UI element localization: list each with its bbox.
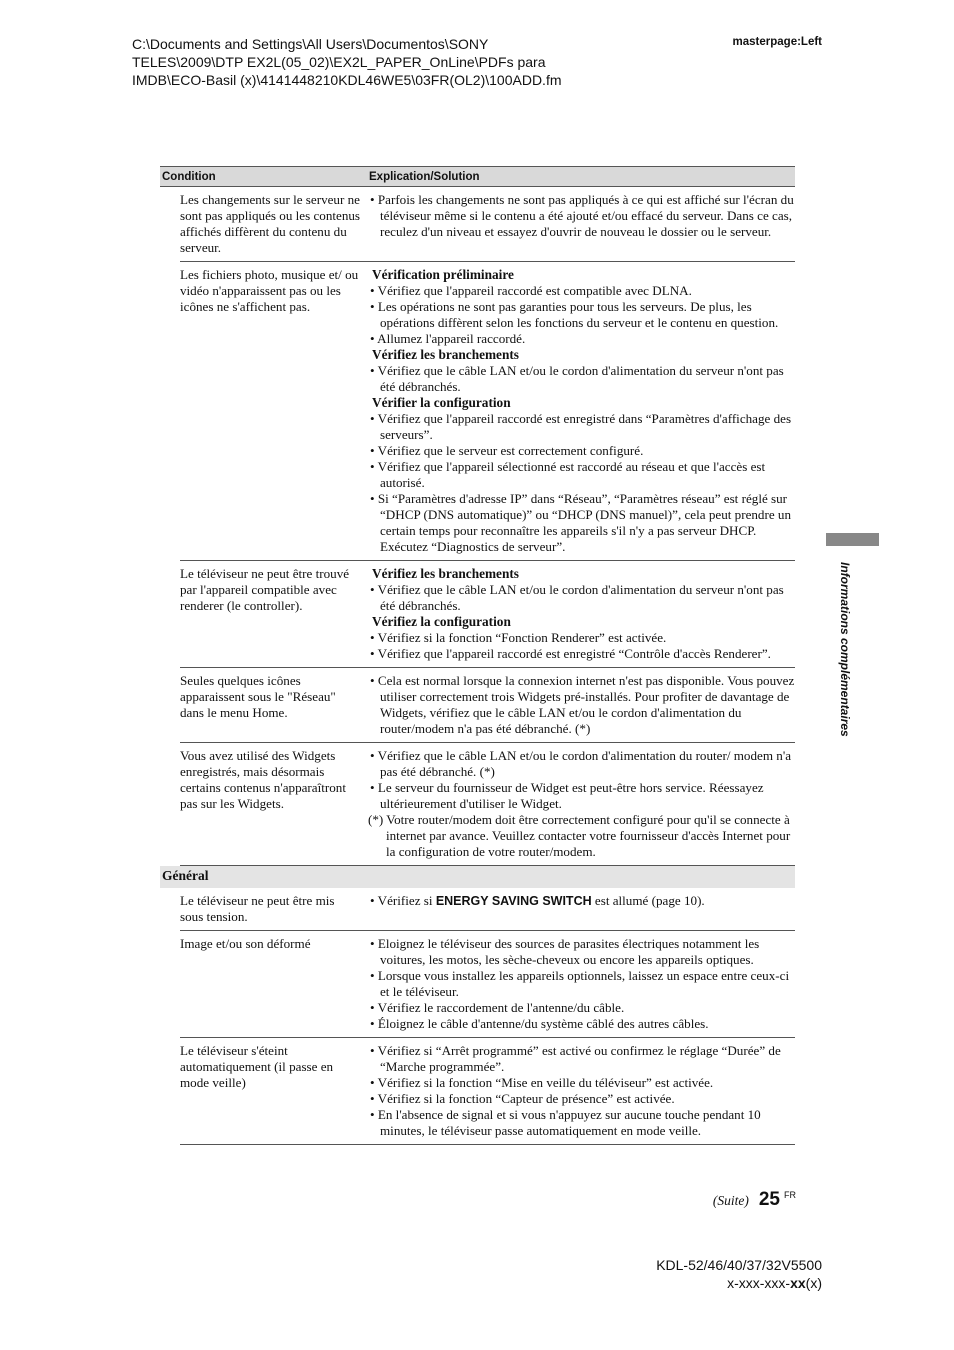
file-path-line: TELES\2009\DTP EX2L(05_02)\EX2L_PAPER_OnLine\PDFs para xyxy=(132,54,546,70)
continued-label: (Suite) xyxy=(712,1193,749,1208)
solution-subheading: Vérifiez les branchements xyxy=(372,347,519,362)
solution-bullet: • Vérifiez si la fonction “Fonction Renderer” est activée. xyxy=(368,630,795,646)
solution-subheading: Vérifiez la configuration xyxy=(372,614,511,629)
model-number: KDL-52/46/40/37/32V5500 xyxy=(656,1257,822,1273)
table-row xyxy=(160,187,795,262)
file-path-line: C:\Documents and Settings\All Users\Documentos\SONY xyxy=(132,36,489,52)
solution-bullet: • Vérifiez que l'appareil raccordé est compatible avec DLNA. xyxy=(368,283,795,299)
solution-bullet: • Eloignez le téléviseur des sources de parasites électriques notamment les voitures, les motos, les sèche-cheveux ou encore les appareils optiques. xyxy=(368,936,795,968)
solution-subheading: Vérifiez les branchements xyxy=(372,566,519,581)
masterpage-label: masterpage:Left xyxy=(732,36,822,48)
solution-bullet: • Vérifiez si “Arrêt programmé” est activé ou confirmez le réglage “Durée” de “Marche programmée”. xyxy=(368,1043,795,1075)
solution-bullet: • Vérifiez que l'appareil raccordé est enregistré “Contrôle d'accès Renderer”. xyxy=(368,646,795,662)
solution-bullet: • Vérifiez que le câble LAN et/ou le cordon d'alimentation du serveur n'ont pas été débranchés. xyxy=(368,363,795,395)
solution-note: (*) Votre router/modem doit être correctement configuré pour qu'il se connecte à internet par avance. Veuillez contacter votre fournisseur d'accès Internet pour la configuration de votre router/modem. xyxy=(368,812,791,859)
solution-cell xyxy=(366,888,795,931)
table-row xyxy=(160,888,795,931)
troubleshooting-table xyxy=(160,166,795,1145)
solution-cell xyxy=(366,187,795,262)
solution-bullet: • Vérifiez que le câble LAN et/ou le cordon d'alimentation du serveur n'ont pas été débranchés. xyxy=(368,582,795,614)
page-footer xyxy=(713,1189,796,1211)
side-tab-marker xyxy=(826,533,879,546)
solution-bullet: • Allumez l'appareil raccordé. xyxy=(368,331,795,347)
condition-cell: Les changements sur le serveur ne sont pas appliqués ou les contenus affichés diffèrent du contenu du serveur. xyxy=(180,187,366,262)
condition-cell: Le téléviseur s'éteint automatiquement (il passe en mode veille) xyxy=(180,1038,366,1145)
file-path-header xyxy=(132,35,692,89)
condition-cell: Seules quelques icônes apparaissent sous le "Réseau" dans le menu Home. xyxy=(180,668,366,743)
table-row xyxy=(160,668,795,743)
energy-saving-switch-keyword: ENERGY SAVING SWITCH xyxy=(435,894,592,908)
file-path-line: IMDB\ECO-Basil (x)\4141448210KDL46WE5\03FR(OL2)\100ADD.fm xyxy=(132,72,562,88)
solution-cell xyxy=(366,931,795,1038)
solution-bullet: • Vérifiez que le câble LAN et/ou le cordon d'alimentation du router/ modem n'a pas été débranché. (*) xyxy=(368,748,795,780)
bullet-prefix: Vérifiez si xyxy=(377,893,433,908)
table-row xyxy=(160,931,795,1038)
solution-subheading: Vérification préliminaire xyxy=(372,267,514,282)
solution-bullet: • Si “Paramètres d'adresse IP” dans “Réseau”, “Paramètres réseau” est réglé sur “DHCP (DNS automatique)” ou “DHCP (DNS manuel)”, cela peut prendre un certain temps pour reconnaître les appareils s'il n'y a pas serveur DHCP. Exécutez “Diagnostics de serveur”. xyxy=(368,491,795,555)
table-row xyxy=(160,1038,795,1145)
solution-cell xyxy=(366,743,795,866)
solution-bullet: • Lorsque vous installez les appareils optionnels, laissez un espace entre ceux-ci et le téléviseur. xyxy=(368,968,795,1000)
table-row xyxy=(160,262,795,561)
solution-cell xyxy=(366,668,795,743)
solution-bullet: • Parfois les changements ne sont pas appliqués à ce qui est affiché sur l'écran du téléviseur même si le contenu a été ajouté et/ou effacé du serveur. Dans ce cas, reculez d'un niveau et essayez d'ouvrir de nouveau le dossier ou le serveur. xyxy=(368,192,795,240)
solution-cell xyxy=(366,262,795,561)
condition-cell: Le téléviseur ne peut être trouvé par l'appareil compatible avec renderer (le controller). xyxy=(180,561,366,668)
solution-cell xyxy=(366,561,795,668)
solution-subheading: Vérifier la configuration xyxy=(372,395,511,410)
page-language: FR xyxy=(784,1190,796,1200)
side-section-label: Informations complémentaires xyxy=(838,562,852,737)
solution-bullet: • Éloignez le câble d'antenne/du système câblé des autres câbles. xyxy=(368,1016,795,1032)
solution-bullet: • Le serveur du fournisseur de Widget est peut-être hors service. Réessayez ultérieurement d'utiliser le Widget. xyxy=(368,780,795,812)
solution-bullet: • Les opérations ne sont pas garanties pour tous les serveurs. De plus, les opérations diffèrent selon les fonctions du serveur et le contenu en question. xyxy=(368,299,795,331)
column-header-solution: Explication/Solution xyxy=(366,167,795,187)
table-row xyxy=(160,561,795,668)
table-header-row xyxy=(160,167,795,187)
solution-bullet: • Vérifiez que l'appareil sélectionné est raccordé au réseau et que l'accès est autorisé. xyxy=(368,459,795,491)
solution-cell xyxy=(366,1038,795,1145)
condition-cell: Vous avez utilisé des Widgets enregistrés, mais désormais certains contenus n'apparaîtront pas sur les Widgets. xyxy=(180,743,366,866)
condition-cell: Les fichiers photo, musique et/ ou vidéo n'apparaissent pas ou les icônes ne s'affichent pas. xyxy=(180,262,366,561)
model-info xyxy=(656,1256,822,1292)
document-code: x-xxx-xxx-xx(x) xyxy=(727,1275,822,1291)
condition-cell: Image et/ou son déformé xyxy=(180,931,366,1038)
solution-bullet: • Vérifiez si la fonction “Mise en veille du téléviseur” est activée. xyxy=(368,1075,795,1091)
bullet-suffix: est allumé (page 10). xyxy=(594,893,705,908)
page-number: 25 xyxy=(758,1189,780,1210)
solution-bullet: • Cela est normal lorsque la connexion internet n'est pas disponible. Vous pouvez utiliser correctement trois Widgets pré-installés. Pour profiter de davantage de Widgets, vérifiez que le câble LAN et/ou le cordon d'alimentation du router/modem n'a pas été débranché. (*) xyxy=(368,673,795,737)
table-row xyxy=(160,743,795,866)
condition-cell: Le téléviseur ne peut être mis sous tension. xyxy=(180,888,366,931)
section-row xyxy=(160,866,795,889)
solution-bullet: • En l'absence de signal et si vous n'appuyez sur aucune touche pendant 10 minutes, le téléviseur passe automatiquement en mode veille. xyxy=(368,1107,795,1139)
solution-bullet: • Vérifiez le raccordement de l'antenne/du câble. xyxy=(368,1000,795,1016)
column-header-condition: Condition xyxy=(160,167,366,187)
solution-bullet: • Vérifiez si la fonction “Capteur de présence” est activée. xyxy=(368,1091,795,1107)
solution-bullet xyxy=(368,893,795,909)
solution-bullet: • Vérifiez que l'appareil raccordé est enregistré dans “Paramètres d'affichage des serveurs”. xyxy=(368,411,795,443)
solution-bullet: • Vérifiez que le serveur est correctement configuré. xyxy=(368,443,795,459)
section-heading-general: Général xyxy=(160,866,795,889)
